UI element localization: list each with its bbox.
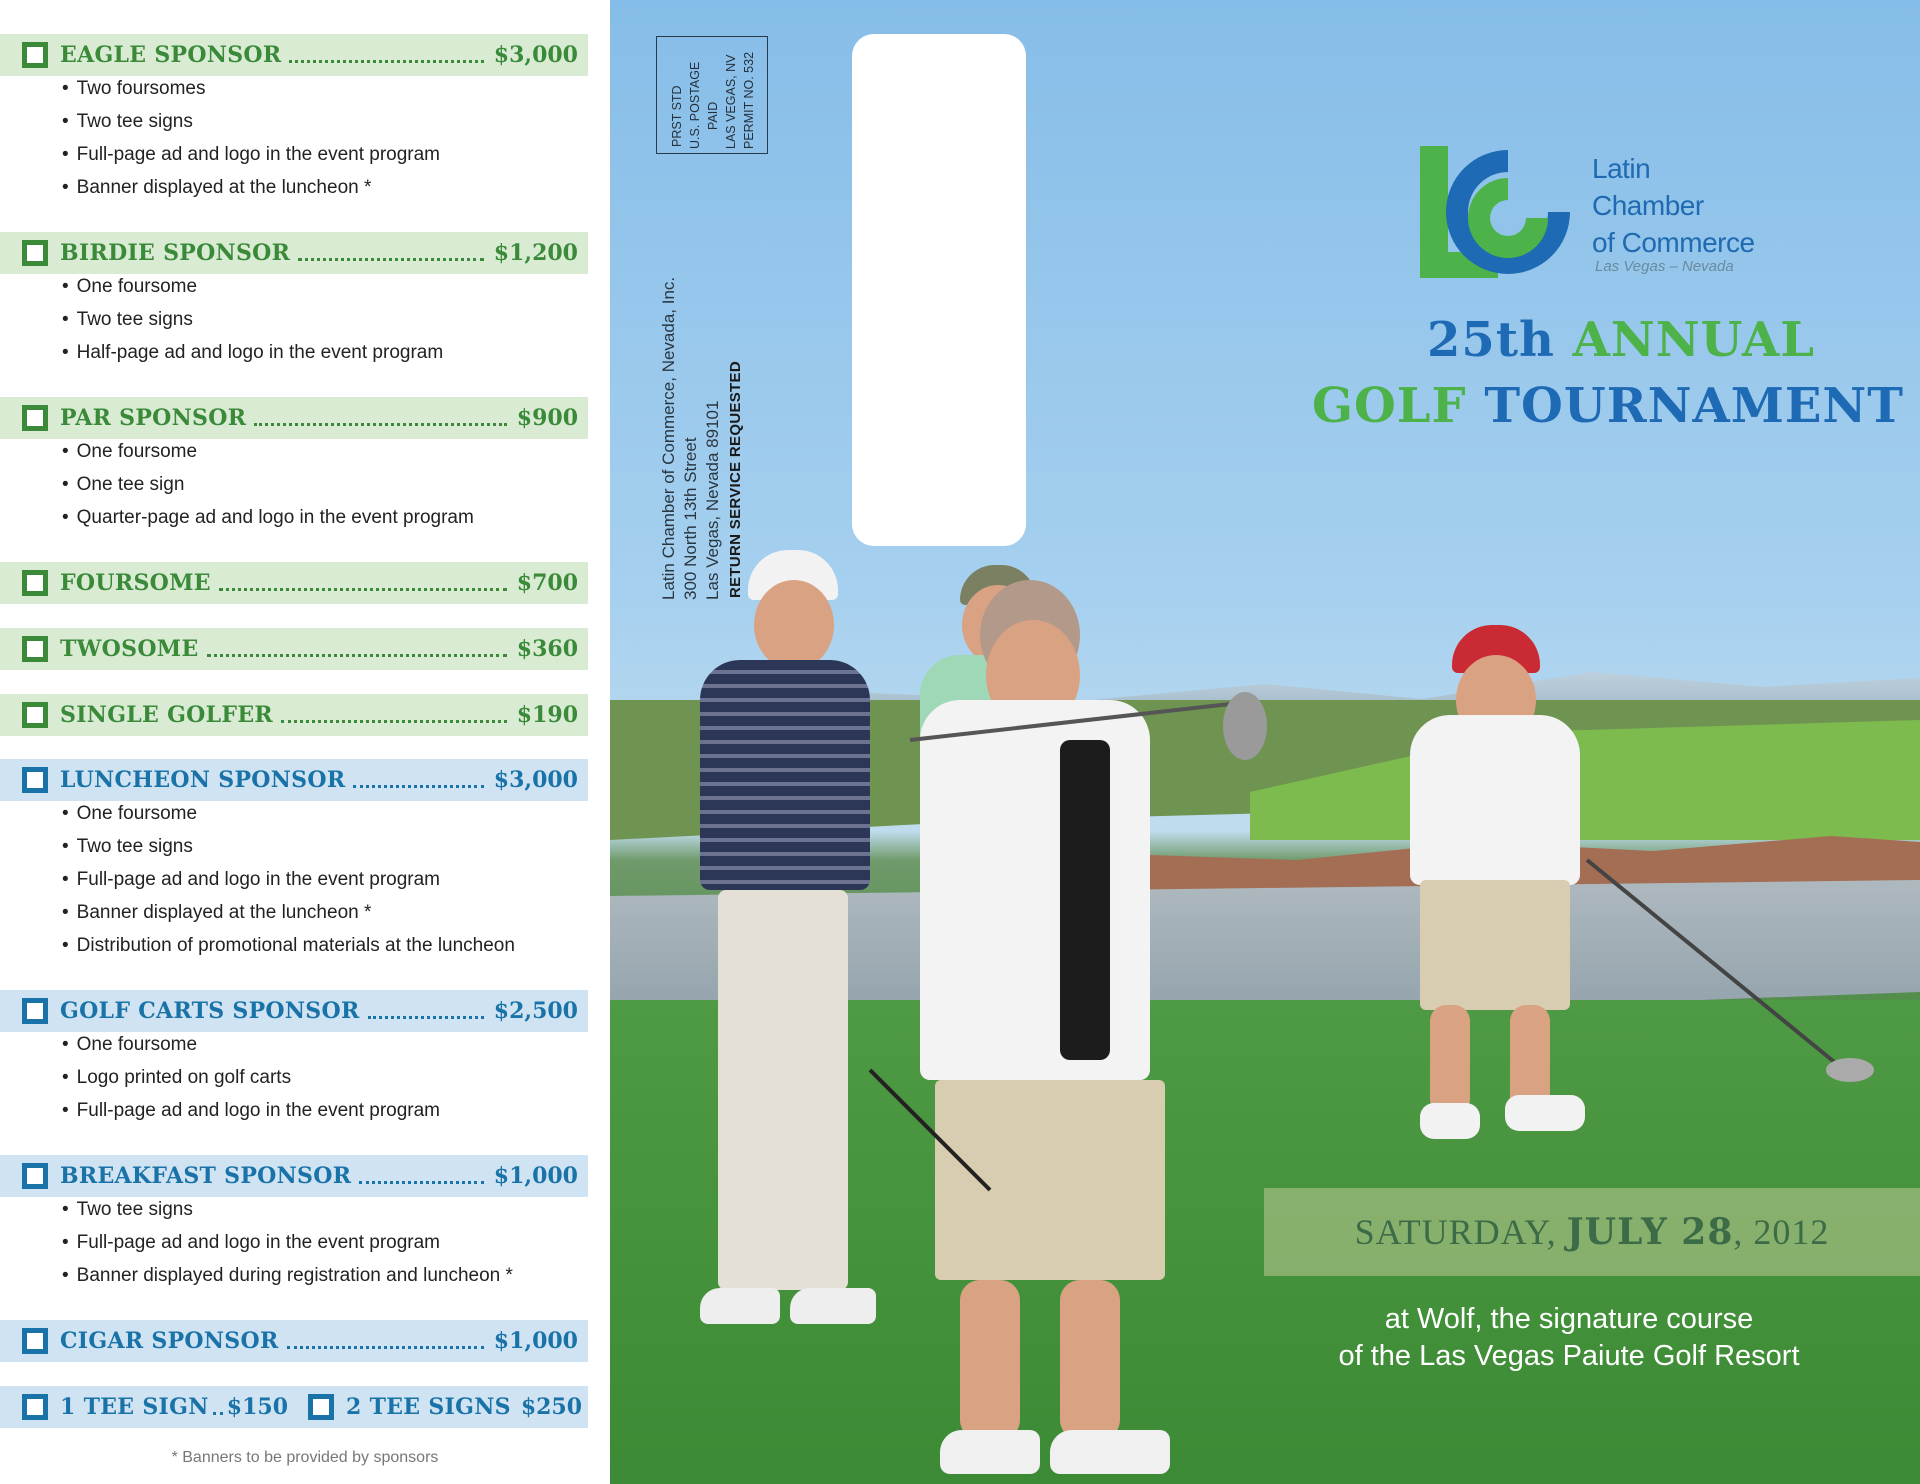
sponsor-price: $190 <box>516 702 578 728</box>
leader-dots <box>359 1181 484 1184</box>
sponsor-name: PAR SPONSOR <box>60 405 247 431</box>
footnote: * Banners to be provided by sponsors <box>171 1449 439 1466</box>
benefit-item: • One tee sign <box>62 474 184 496</box>
sponsor-name: 1 TEE SIGN <box>60 1394 209 1420</box>
permit-line: U.S. POSTAGE <box>688 61 702 149</box>
sponsor-option-birdie[interactable] <box>0 232 588 274</box>
org-name <box>1592 150 1755 261</box>
sponsor-name: FOURSOME <box>60 570 211 596</box>
permit-line: LAS VEGAS, NV <box>724 54 738 149</box>
benefit-item: • Banner displayed at the luncheon * <box>62 177 371 199</box>
permit-line: PAID <box>706 101 720 130</box>
sponsor-option-2-tee-signs[interactable] <box>294 1394 588 1420</box>
checkbox[interactable] <box>22 998 48 1024</box>
checkbox[interactable] <box>22 1394 48 1420</box>
date-month-day: JULY 28 <box>1566 1211 1734 1253</box>
sponsor-name: 2 TEE SIGNS <box>346 1394 511 1420</box>
title-tournament: TOURNAMENT <box>1484 378 1905 434</box>
benefit-item: • Two tee signs <box>62 309 193 331</box>
leader-dots <box>213 1412 223 1415</box>
sponsor-price: $900 <box>516 405 578 431</box>
sponsor-name: LUNCHEON SPONSOR <box>60 767 346 793</box>
permit-line: PRST STD <box>670 85 684 147</box>
benefit-item: • Logo printed on golf carts <box>62 1067 291 1089</box>
sponsor-price: $700 <box>516 570 578 596</box>
sponsor-name: TWOSOME <box>60 636 199 662</box>
sponsor-name: SINGLE GOLFER <box>60 702 273 728</box>
permit-line: PERMIT NO. 532 <box>742 51 756 149</box>
venue-line-1: at Wolf, the signature course <box>1384 1303 1754 1335</box>
event-date <box>1264 1188 1920 1276</box>
sponsor-option-1-tee-sign[interactable] <box>0 1394 294 1420</box>
benefit-item: • Two tee signs <box>62 836 193 858</box>
sponsor-price: $360 <box>516 636 578 662</box>
benefit-item: • Quarter-page ad and logo in the event program <box>62 507 474 529</box>
benefit-item: • Full-page ad and logo in the event program <box>62 144 440 166</box>
postage-permit-box <box>656 36 768 154</box>
return-address <box>658 277 724 600</box>
sponsor-name: GOLF CARTS SPONSOR <box>60 998 360 1024</box>
checkbox[interactable] <box>22 1163 48 1189</box>
sponsor-option-breakfast[interactable] <box>0 1155 588 1197</box>
leader-dots <box>353 785 483 788</box>
return-address-line: 300 North 13th Street <box>681 437 700 600</box>
return-address-line: Las Vegas, Nevada 89101 <box>703 400 722 600</box>
benefit-item: • One foursome <box>62 276 197 298</box>
lcc-logo <box>1420 140 1780 290</box>
leader-dots <box>207 654 507 657</box>
benefit-item: • Half-page ad and logo in the event program <box>62 342 443 364</box>
title-line-2 <box>1308 378 1908 434</box>
sponsor-option-par[interactable] <box>0 397 588 439</box>
checkbox[interactable] <box>22 42 48 68</box>
org-location: Las Vegas – Nevada <box>1595 258 1734 275</box>
checkbox[interactable] <box>22 240 48 266</box>
sponsor-price: $1,000 <box>493 1163 578 1189</box>
leader-dots <box>219 588 507 591</box>
return-service-requested: RETURN SERVICE REQUESTED <box>727 361 744 598</box>
leader-dots <box>289 60 483 63</box>
benefit-item: • Full-page ad and logo in the event program <box>62 1100 440 1122</box>
title-golf: GOLF <box>1311 378 1467 434</box>
benefit-item: • Banner displayed at the luncheon * <box>62 902 371 924</box>
checkbox[interactable] <box>22 1328 48 1354</box>
org-name-line: Chamber <box>1592 190 1704 221</box>
checkbox[interactable] <box>308 1394 334 1420</box>
benefit-item: • One foursome <box>62 1034 197 1056</box>
checkbox[interactable] <box>22 767 48 793</box>
date-day: SATURDAY, <box>1354 1212 1557 1252</box>
return-address-line: Latin Chamber of Commerce, Nevada, Inc. <box>659 276 678 600</box>
org-name-line: Latin <box>1592 153 1651 184</box>
benefit-item: • Two tee signs <box>62 111 193 133</box>
sponsor-option-eagle[interactable] <box>0 34 588 76</box>
benefit-item: • One foursome <box>62 803 197 825</box>
leader-dots <box>281 720 507 723</box>
sponsor-price: $1,200 <box>493 240 578 266</box>
sponsor-option-foursome[interactable] <box>0 562 588 604</box>
checkbox[interactable] <box>22 702 48 728</box>
sponsor-option-twosome[interactable] <box>0 628 588 670</box>
sponsor-price: $3,000 <box>493 42 578 68</box>
tee-sign-options <box>0 1386 588 1428</box>
leader-dots <box>298 258 484 261</box>
lcc-logo-mark <box>1420 142 1585 282</box>
sponsor-option-golf-carts[interactable] <box>0 990 588 1032</box>
sponsor-option-cigar[interactable] <box>0 1320 588 1362</box>
checkbox[interactable] <box>22 636 48 662</box>
sponsor-name: BIRDIE SPONSOR <box>60 240 291 266</box>
leader-dots <box>254 423 506 426</box>
title-annual: ANNUAL <box>1572 312 1815 368</box>
sponsor-option-luncheon[interactable] <box>0 759 588 801</box>
sponsor-price: $3,000 <box>493 767 578 793</box>
sponsor-price: $2,500 <box>493 998 578 1024</box>
checkbox[interactable] <box>22 405 48 431</box>
benefit-item: • Banner displayed during registration and luncheon * <box>62 1265 513 1287</box>
sponsor-name: CIGAR SPONSOR <box>60 1328 279 1354</box>
benefit-item: • Full-page ad and logo in the event program <box>62 869 440 891</box>
mailer-cover <box>610 0 1920 1484</box>
venue-line-2: of the Las Vegas Paiute Golf Resort <box>1338 1340 1800 1372</box>
sponsor-name: EAGLE SPONSOR <box>60 42 282 68</box>
sponsor-price: $150 <box>226 1394 288 1420</box>
sponsor-name: BREAKFAST SPONSOR <box>60 1163 352 1189</box>
title-number: 25th <box>1427 312 1555 368</box>
sponsorship-form <box>0 0 610 1484</box>
title-line-1 <box>1420 312 1822 368</box>
leader-dots <box>287 1346 484 1349</box>
leader-dots <box>368 1016 484 1019</box>
date-year: , 2012 <box>1733 1212 1830 1252</box>
org-name-line: of Commerce <box>1592 227 1755 258</box>
benefit-item: • One foursome <box>62 441 197 463</box>
address-window <box>852 34 1026 546</box>
benefit-item: • Distribution of promotional materials at the luncheon <box>62 935 515 957</box>
benefit-item: • Full-page ad and logo in the event program <box>62 1232 440 1254</box>
benefit-item: • Two tee signs <box>62 1199 193 1221</box>
benefit-item: • Two foursomes <box>62 78 205 100</box>
checkbox[interactable] <box>22 570 48 596</box>
sponsor-price: $1,000 <box>493 1328 578 1354</box>
sponsor-option-single-golfer[interactable] <box>0 694 588 736</box>
sponsor-price: $250 <box>520 1394 583 1420</box>
